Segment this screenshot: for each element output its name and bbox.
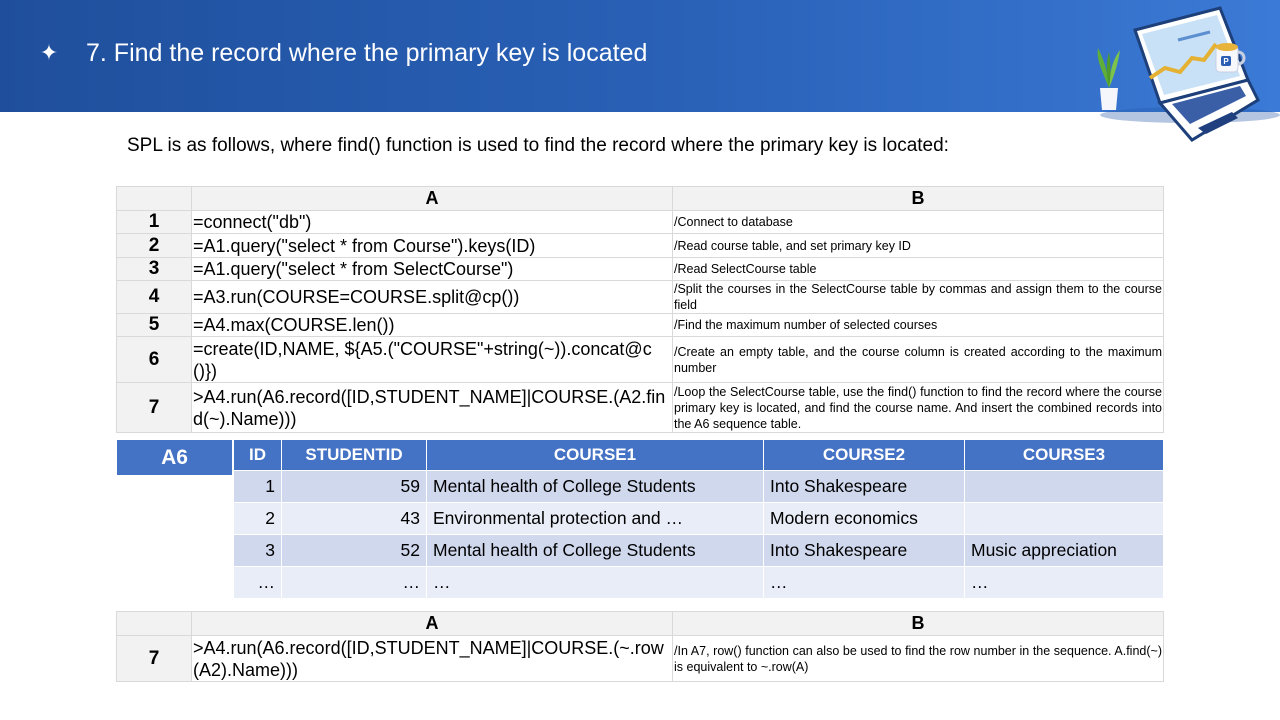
- column-header: ID: [234, 440, 282, 471]
- code-cell[interactable]: >A4.run(A6.record([ID,STUDENT_NAME]|COURSE.(~.row(A2).Name))): [192, 636, 673, 682]
- cell: [965, 503, 1164, 535]
- sparkle-icon: ✦: [39, 40, 59, 65]
- column-header: COURSE3: [965, 440, 1164, 471]
- comment-cell: /Connect to database: [673, 211, 1164, 234]
- grid-corner: [117, 612, 192, 636]
- grid-corner: [117, 187, 192, 211]
- cell: Mental health of College Students: [427, 471, 764, 503]
- cell: …: [234, 567, 282, 599]
- cell: 43: [282, 503, 427, 535]
- table-row: [234, 471, 1164, 503]
- cell: …: [282, 567, 427, 599]
- cell: Environmental protection and …: [427, 503, 764, 535]
- slide-title: 7. Find the record where the primary key is located: [86, 39, 648, 67]
- comment-cell: /Split the courses in the SelectCourse table by commas and assign them to the course field: [674, 282, 1162, 312]
- column-header: COURSE1: [427, 440, 764, 471]
- row-number: 2: [117, 234, 192, 258]
- comment-cell: /Find the maximum number of selected courses: [673, 314, 1164, 337]
- code-cell[interactable]: =A4.max(COURSE.len()): [192, 314, 673, 337]
- table-row: [234, 535, 1164, 567]
- code-cell[interactable]: =create(ID,NAME, ${A5.("COURSE"+string(~)).concat@c()}): [192, 337, 673, 383]
- row-number: 5: [117, 314, 192, 337]
- result-label: A6: [117, 440, 232, 475]
- table-row: [234, 567, 1164, 599]
- row-number: 3: [117, 258, 192, 281]
- spl-code-grid: [116, 186, 1164, 433]
- column-header: COURSE2: [764, 440, 965, 471]
- code-cell[interactable]: =A1.query("select * from Course").keys(ID): [192, 234, 673, 258]
- row-number: 7: [117, 636, 192, 682]
- comment-cell: /In A7, row() function can also be used to find the row number in the sequence. A.find(~) is equivalent to ~.row(A): [673, 636, 1164, 682]
- result-table: [233, 439, 1164, 599]
- cell: Music appreciation: [965, 535, 1164, 567]
- cell: Modern economics: [764, 503, 965, 535]
- cell: Mental health of College Students: [427, 535, 764, 567]
- svg-text:P: P: [1223, 57, 1229, 66]
- column-header-a: A: [192, 187, 673, 211]
- cell: 59: [282, 471, 427, 503]
- column-header-b: B: [673, 612, 1164, 636]
- spl-code-grid-alt: [116, 611, 1164, 682]
- cell: …: [427, 567, 764, 599]
- cell: …: [764, 567, 965, 599]
- cell: …: [965, 567, 1164, 599]
- code-cell[interactable]: =connect("db"): [192, 211, 673, 234]
- row-number: 7: [117, 383, 192, 433]
- code-cell[interactable]: =A1.query("select * from SelectCourse"): [192, 258, 673, 281]
- comment-cell: /Read course table, and set primary key ID: [673, 234, 1164, 258]
- column-header-a: A: [192, 612, 673, 636]
- code-cell[interactable]: =A3.run(COURSE=COURSE.split@cp()): [192, 281, 673, 314]
- table-row: [234, 503, 1164, 535]
- comment-cell: /Read SelectCourse table: [673, 258, 1164, 281]
- laptop-illustration-icon: [1080, 0, 1280, 145]
- cell: 3: [234, 535, 282, 567]
- column-header: STUDENTID: [282, 440, 427, 471]
- plant-icon: [1098, 48, 1120, 110]
- cell: 1: [234, 471, 282, 503]
- column-header-b: B: [673, 187, 1164, 211]
- code-cell[interactable]: >A4.run(A6.record([ID,STUDENT_NAME]|COURSE.(A2.find(~).Name))): [192, 383, 673, 433]
- comment-cell: /Create an empty table, and the course column is created according to the maximum number: [673, 337, 1164, 383]
- row-number: 4: [117, 281, 192, 314]
- comment-cell: /Loop the SelectCourse table, use the find() function to find the record where the course primary key is located, and find the course name. And insert the combined records into the A6 sequence table.: [674, 384, 1162, 431]
- intro-text: SPL is as follows, where find() function is used to find the record where the primary key is located:: [127, 135, 949, 156]
- cell: Into Shakespeare: [764, 535, 965, 567]
- cell: [965, 471, 1164, 503]
- cell: Into Shakespeare: [764, 471, 965, 503]
- row-number: 1: [117, 211, 192, 234]
- cell: 2: [234, 503, 282, 535]
- row-number: 6: [117, 337, 192, 383]
- cell: 52: [282, 535, 427, 567]
